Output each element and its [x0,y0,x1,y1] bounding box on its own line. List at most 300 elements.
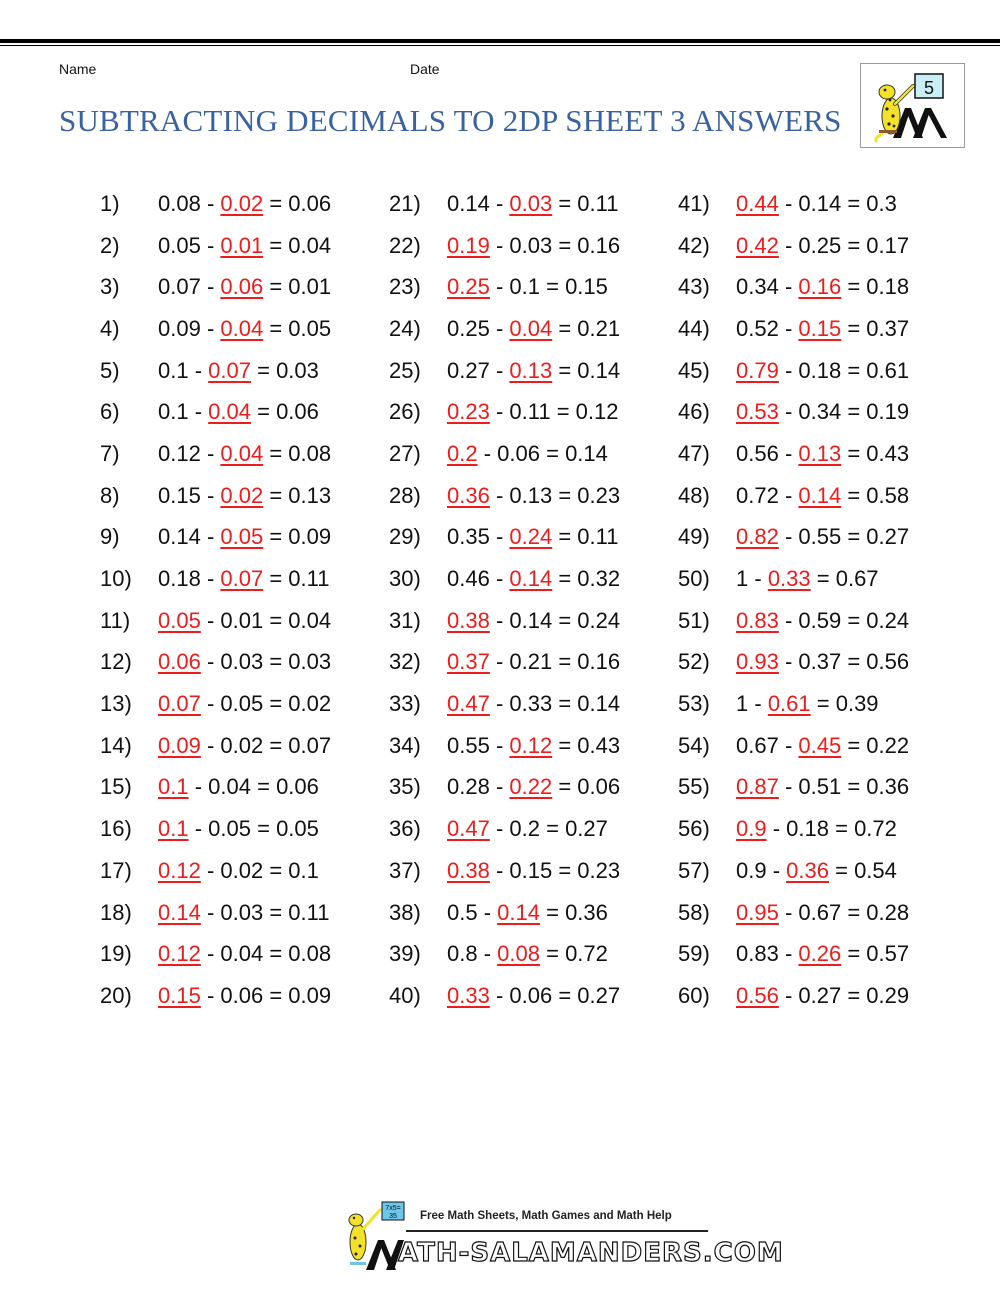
subtrahend: 0.13 [509,482,553,508]
difference: 0.14 [577,357,621,383]
answer-value: 0.23 [447,399,490,425]
problem-number: 45) [678,357,710,383]
equals-sign: = [263,315,289,341]
grade-logo [860,63,965,148]
minus-sign: - [778,649,799,675]
difference: 0.14 [565,440,608,466]
problem-number: 36) [389,816,421,842]
problem-number: 35) [389,774,421,800]
equals-sign: = [539,274,566,300]
problem-row [100,391,331,433]
minus-sign: - [200,857,221,883]
minuend: 0.9 [736,857,767,883]
subtrahend: 0.04 [208,774,251,800]
problem-row [389,850,620,892]
equals-sign: = [552,482,578,508]
problem-row [389,475,620,517]
equals-sign: = [250,816,277,842]
problem-row [389,350,620,392]
subtrahend: 0.33 [509,691,553,717]
minus-sign: - [489,857,510,883]
minus-sign: - [778,190,799,216]
equals-sign: = [841,315,867,341]
difference: 0.18 [866,274,910,300]
minuend: 0.8 [447,941,478,967]
subtrahend: 0.67 [798,899,842,925]
equals-sign: = [263,899,289,925]
answer-value: 0.08 [497,941,540,967]
answer-value: 0.19 [447,232,490,258]
equals-sign: = [539,440,566,466]
problem-row [100,892,331,934]
problem-row [678,558,909,600]
minuend: 0.25 [447,315,490,341]
answer-value: 0.01 [220,232,264,258]
minuend: 0.46 [447,566,490,592]
problem-number: 18) [100,899,132,925]
difference: 0.58 [866,482,910,508]
equals-sign: = [263,274,289,300]
minus-sign: - [778,274,799,300]
problem-column-1 [100,183,331,1017]
minuend: 0.34 [736,274,779,300]
minus-sign: - [200,566,221,592]
difference: 0.1 [288,857,319,883]
top-rule-thick [0,39,1000,43]
problem-row [100,350,331,392]
minuend: 0.35 [447,524,490,550]
answer-value: 0.53 [736,399,779,425]
equals-sign: = [552,691,578,717]
equals-sign: = [263,649,289,675]
problem-row [100,933,331,975]
subtrahend: 0.37 [798,649,842,675]
problem-number: 33) [389,691,421,717]
problem-number: 26) [389,399,421,425]
equals-sign: = [552,857,578,883]
answer-value: 0.36 [447,482,490,508]
problem-row [678,725,909,767]
answer-value: 0.93 [736,649,779,675]
minus-sign: - [188,774,209,800]
minuend: 0.14 [158,524,201,550]
equals-sign: = [552,357,578,383]
answer-value: 0.16 [798,274,842,300]
answer-value: 0.87 [736,774,779,800]
difference: 0.17 [866,232,910,258]
difference: 0.15 [565,274,608,300]
svg-text:7x5=: 7x5= [385,1205,401,1212]
equals-sign: = [841,190,867,216]
equals-sign: = [841,399,867,425]
difference: 0.08 [288,440,332,466]
svg-text:35: 35 [389,1213,397,1220]
equals-sign: = [828,816,855,842]
subtrahend: 0.14 [798,190,842,216]
answer-value: 0.56 [736,982,779,1008]
problem-row [678,683,909,725]
equals-sign: = [552,232,578,258]
difference: 0.3 [866,190,897,216]
difference: 0.27 [866,524,910,550]
minus-sign: - [766,857,787,883]
minuend: 0.55 [447,732,490,758]
minus-sign: - [778,899,799,925]
problem-column-3 [678,183,909,1017]
problem-number: 59) [678,941,710,967]
equals-sign: = [263,482,289,508]
problem-number: 55) [678,774,710,800]
subtrahend: 0.06 [509,982,553,1008]
subtrahend: 0.04 [220,941,264,967]
minus-sign: - [489,399,510,425]
problem-number: 1) [100,190,120,216]
equals-sign: = [841,357,867,383]
minus-sign: - [200,482,221,508]
minus-sign: - [778,315,799,341]
minuend: 0.72 [736,482,779,508]
problem-number: 52) [678,649,710,675]
minus-sign: - [200,274,221,300]
problem-row [100,808,331,850]
problem-number: 25) [389,357,421,383]
equals-sign: = [263,941,289,967]
answer-value: 0.33 [447,982,490,1008]
problem-row [678,975,909,1017]
difference: 0.11 [288,566,330,592]
problem-number: 4) [100,315,120,341]
answer-value: 0.95 [736,899,779,925]
problem-row [100,266,331,308]
difference: 0.14 [577,691,621,717]
problem-number: 41) [678,190,710,216]
difference: 0.29 [866,982,910,1008]
problem-number: 39) [389,941,421,967]
problem-row [678,391,909,433]
minus-sign: - [200,524,221,550]
difference: 0.03 [288,649,332,675]
answer-value: 0.09 [158,732,201,758]
problem-row [100,975,331,1017]
difference: 0.37 [866,315,910,341]
minus-sign: - [200,732,221,758]
minus-sign: - [477,440,498,466]
problem-number: 32) [389,649,421,675]
problem-number: 29) [389,524,421,550]
problem-number: 19) [100,941,132,967]
minus-sign: - [489,315,510,341]
equals-sign: = [552,566,578,592]
problem-row [389,433,620,475]
equals-sign: = [263,982,289,1008]
answer-value: 0.05 [220,524,264,550]
minuend: 0.12 [158,440,201,466]
problem-number: 24) [389,315,421,341]
difference: 0.61 [866,357,910,383]
answer-value: 0.07 [158,691,201,717]
problem-number: 40) [389,982,421,1008]
subtrahend: 0.18 [798,357,842,383]
equals-sign: = [810,691,836,717]
answer-value: 0.61 [767,691,811,717]
answer-value: 0.45 [798,732,842,758]
minuend: 1 [736,691,749,717]
subtrahend: 0.59 [798,607,842,633]
subtrahend: 0.1 [509,274,540,300]
equals-sign: = [263,232,289,258]
minus-sign: - [489,482,510,508]
problem-number: 34) [389,732,421,758]
answer-value: 0.05 [158,607,201,633]
problem-row [678,225,909,267]
minuend: 0.5 [447,899,478,925]
problem-row [389,892,620,934]
difference: 0.06 [276,399,319,425]
problem-number: 17) [100,857,132,883]
answer-value: 0.04 [208,399,251,425]
problem-row [389,558,620,600]
answer-value: 0.38 [447,857,490,883]
problem-row [678,350,909,392]
equals-sign: = [250,774,277,800]
equals-sign: = [552,732,578,758]
subtrahend: 0.18 [786,816,829,842]
problem-row [100,558,331,600]
difference: 0.19 [866,399,910,425]
problem-number: 57) [678,857,710,883]
problem-number: 53) [678,691,710,717]
difference: 0.06 [577,774,621,800]
difference: 0.56 [866,649,910,675]
subtrahend: 0.03 [220,649,264,675]
minus-sign: - [489,607,510,633]
problem-number: 21) [389,190,421,216]
minus-sign: - [200,232,221,258]
difference: 0.11 [577,190,619,216]
minuend: 0.08 [158,190,201,216]
minuend: 0.1 [158,399,189,425]
answer-value: 0.07 [220,566,264,592]
minus-sign: - [748,691,768,717]
subtrahend: 0.02 [220,732,264,758]
minus-sign: - [489,566,510,592]
problem-row [389,266,620,308]
equals-sign: = [552,649,578,675]
difference: 0.24 [866,607,910,633]
answer-value: 0.06 [220,274,264,300]
problem-row [678,475,909,517]
answer-value: 0.12 [158,941,201,967]
answer-value: 0.47 [447,691,490,717]
minus-sign: - [748,566,768,592]
problem-row [389,933,620,975]
answer-value: 0.14 [509,566,553,592]
problem-number: 27) [389,440,421,466]
answer-value: 0.07 [208,357,251,383]
subtrahend: 0.02 [220,857,264,883]
footer-branding [330,1200,784,1272]
minus-sign: - [477,899,498,925]
problem-row [100,517,331,559]
problem-row [678,767,909,809]
answer-value: 0.1 [158,816,189,842]
problem-row [389,767,620,809]
answer-value: 0.83 [736,607,779,633]
subtrahend: 0.03 [220,899,264,925]
difference: 0.54 [854,857,897,883]
subtrahend: 0.06 [497,440,540,466]
problem-number: 16) [100,816,132,842]
equals-sign: = [263,566,289,592]
difference: 0.05 [276,816,319,842]
footer-tagline: Free Math Sheets, Math Games and Math Help [420,1210,672,1222]
subtrahend: 0.55 [798,524,842,550]
equals-sign: = [250,399,277,425]
problem-number: 58) [678,899,710,925]
minus-sign: - [778,524,799,550]
answer-value: 0.06 [158,649,201,675]
answer-value: 0.12 [509,732,553,758]
equals-sign: = [841,982,867,1008]
problem-row [678,642,909,684]
problem-row [678,433,909,475]
subtrahend: 0.27 [798,982,842,1008]
footer-rule [406,1230,708,1232]
minus-sign: - [778,774,799,800]
answer-value: 0.44 [736,190,779,216]
problem-number: 11) [100,607,131,633]
problem-row [100,225,331,267]
problem-row [389,391,620,433]
problem-number: 3) [100,274,120,300]
minus-sign: - [489,357,510,383]
problem-number: 50) [678,566,710,592]
problem-row [100,600,331,642]
difference: 0.23 [577,857,621,883]
answer-value: 0.36 [786,857,829,883]
top-rule-thin [0,45,1000,46]
answer-value: 0.15 [798,315,842,341]
problem-number: 30) [389,566,421,592]
problem-number: 48) [678,482,710,508]
answer-value: 0.14 [497,899,540,925]
equals-sign: = [552,190,578,216]
equals-sign: = [263,524,289,550]
problem-number: 8) [100,482,120,508]
minuend: 0.83 [736,941,779,967]
minus-sign: - [200,941,221,967]
problem-row [678,600,909,642]
problem-row [389,683,620,725]
svg-text:5: 5 [923,78,935,98]
problem-number: 37) [389,857,421,883]
equals-sign: = [552,524,578,550]
minus-sign: - [477,941,498,967]
difference: 0.04 [288,607,332,633]
problem-number: 42) [678,232,710,258]
minus-sign: - [489,816,510,842]
problem-number: 13) [100,691,132,717]
minus-sign: - [489,774,510,800]
answer-value: 0.37 [447,649,490,675]
minus-sign: - [778,357,799,383]
minuend: 0.05 [158,232,201,258]
equals-sign: = [263,607,289,633]
problem-row [100,767,331,809]
problem-row [100,308,331,350]
equals-sign: = [263,691,289,717]
problem-number: 14) [100,732,132,758]
footer-site-name: ATH-SALAMANDERS.COM [398,1238,784,1268]
problem-number: 10) [100,566,132,592]
equals-sign: = [841,941,867,967]
minus-sign: - [200,691,221,717]
problem-number: 2) [100,232,120,258]
minus-sign: - [778,482,799,508]
minus-sign: - [200,899,221,925]
answer-value: 0.02 [220,482,264,508]
answer-value: 0.9 [736,816,767,842]
minus-sign: - [188,357,209,383]
answer-value: 0.33 [767,566,811,592]
answer-value: 0.04 [509,315,553,341]
page-title: SUBTRACTING DECIMALS TO 2DP SHEET 3 ANSWERS [59,103,842,138]
minuend: 1 [736,566,749,592]
problem-row [389,725,620,767]
problem-row [389,600,620,642]
problem-number: 60) [678,982,710,1008]
minus-sign: - [778,232,799,258]
minus-sign: - [200,440,221,466]
problem-row [678,517,909,559]
problem-number: 5) [100,357,120,383]
problem-number: 51) [678,607,710,633]
equals-sign: = [539,941,566,967]
problem-number: 9) [100,524,120,550]
minus-sign: - [489,691,510,717]
minus-sign: - [489,982,510,1008]
problem-number: 23) [389,274,421,300]
problem-number: 38) [389,899,421,925]
minus-sign: - [188,816,209,842]
difference: 0.12 [575,399,619,425]
minus-sign: - [778,607,799,633]
answer-value: 0.13 [798,440,842,466]
equals-sign: = [552,315,578,341]
subtrahend: 0.51 [798,774,842,800]
minus-sign: - [200,190,221,216]
minuend: 0.15 [158,482,201,508]
problem-number: 7) [100,440,120,466]
problem-row [678,892,909,934]
subtrahend: 0.15 [509,857,553,883]
answer-value: 0.24 [509,524,553,550]
problem-number: 49) [678,524,710,550]
answer-value: 0.2 [447,440,478,466]
equals-sign: = [841,732,867,758]
answer-value: 0.14 [158,899,201,925]
problem-row [678,266,909,308]
difference: 0.08 [288,941,332,967]
minus-sign: - [200,315,221,341]
minuend: 0.27 [447,357,490,383]
minus-sign: - [489,524,510,550]
subtrahend: 0.25 [798,232,842,258]
equals-sign: = [841,899,867,925]
answer-value: 0.26 [798,941,842,967]
minuend: 0.67 [736,732,779,758]
difference: 0.24 [577,607,621,633]
